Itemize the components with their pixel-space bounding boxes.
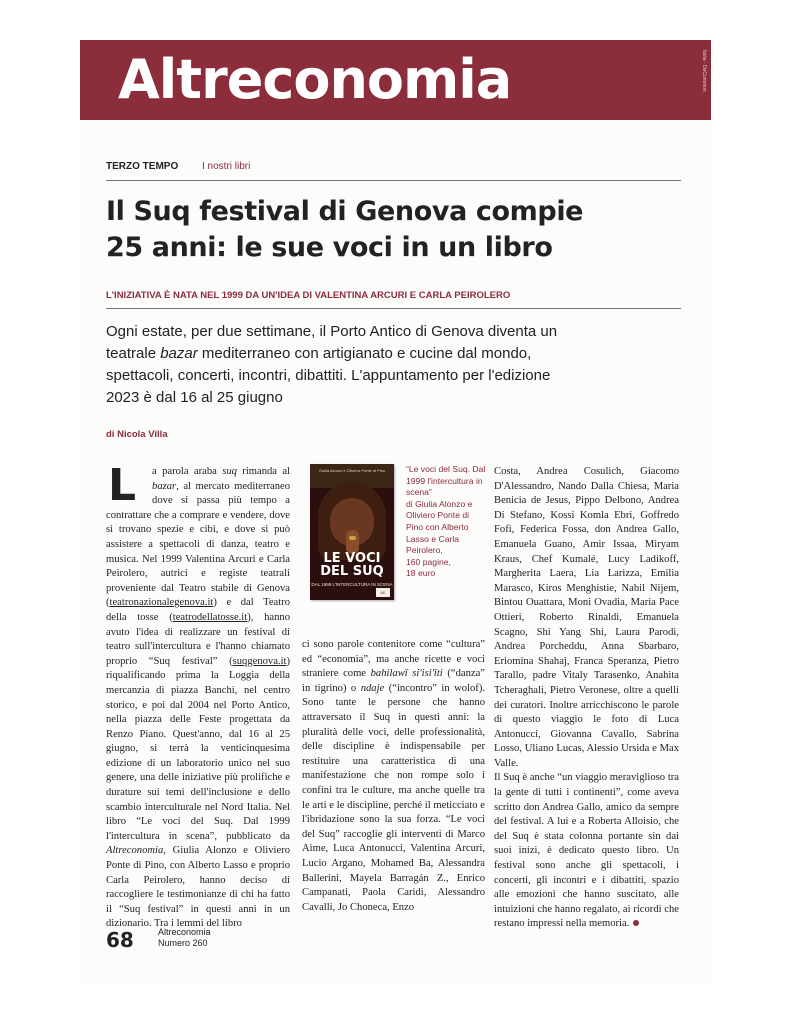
magazine-page [80,40,711,984]
section-rule [106,180,681,181]
kicker-rule [106,308,681,309]
masthead [80,40,711,120]
section-name: TERZO TEMPO [106,161,179,172]
book-cover-authors: Giulia Alonzo e Oliviero Ponte di Pino [318,468,386,473]
book-cover-image [310,464,394,600]
body-emphasis: ndaje [360,682,385,694]
body-column-1 [106,460,290,932]
body-text: Il Suq è anche “un viaggio meraviglioso tra la gente di tutti i continenti”, come aveva scritto don Andrea Gallo, amico da sempre del festival. A lui e a Roberta Alloisio, che del Suq è stata colonna portante sin dai suoi inizi, è dedicato questo libro. Un festival sono anche gli spettacoli, i concerti, gli incontri e i dibattiti, spazio alle emozioni che hanno suscitato, alle intuizioni che hanno regalato, ai ricordi che restano impressi nella memoria. [494,772,679,930]
page-number: 68 [106,928,134,952]
body-text: ) e dal Teatro della tosse ( [106,597,290,623]
section-subtitle: I nostri libri [202,161,251,172]
body-emphasis: bahilawī si'isi'īti [370,668,443,680]
footer-issue: Numero 260 [158,938,208,948]
body-text: (“incontro” in wolof). Sono tante le persone che hanno attraversato il Suq in questi anni: la pluralità delle voci, delle professionalità, delle discipline è indispensabile per restituire una caratteristica di una manifestazione che non rompe solo i confini tra le culture, ma anche quelle tra le arti e le discipline, perché il meticciato e l'ibridazione sono la sua forza. “Le voci del Suq” raccoglie gli interventi di Marco Aime, Luca Antonucci, Valentina Arcuri, Lucio Argano, Mohamed Ba, Alessandra Ballerini, Mayela Barragán Z., Enrico Campanati, Paola Caridi, Alessandro Cavalli, Jo Choneca, Enzo [302,682,485,913]
end-of-article-icon [633,920,639,926]
body-column-2 [302,638,485,915]
headline-line-1: Il Suq festival di Genova compie [106,196,584,227]
link-suqgenova[interactable]: suqgenova.it [232,655,287,667]
book-cover-ring [349,536,356,540]
standfirst-text-b: mediterraneo con artigianato e cucine dal mondo, spettacoli, concerti, incontri, dibattiti. L'appuntamento per l'edizione 2023 è dal 16 al 25 giugno [106,345,551,406]
masthead-logo: Altreconomia [118,48,512,111]
book-caption [406,464,486,580]
link-teatrodellatosse[interactable]: teatrodellatosse.it [172,611,248,623]
section-header [106,161,672,179]
book-title-line-2: DEL SUQ [320,564,384,579]
masthead-side-note: Italia · DeCommon [701,50,707,92]
article-headline [106,194,686,266]
standfirst-emphasis: bazar [160,345,198,362]
footer-publication [158,927,211,949]
headline-line-2: 25 anni: le sue voci in un libro [106,232,553,263]
book-cover-title [310,552,394,578]
publisher-logo: AE [376,588,390,597]
article-standfirst [106,321,566,409]
caption-title: “Le voci del Suq. Dal 1999 l'intercultura in scena” [406,464,486,498]
body-text: , Giulia Alonzo e Oliviero Ponte di Pino, con Alberto Lasso e proprio Carla Peirolero, hanno deciso di raccogliere le testimonianze di chi ha fatto il “Suq festival” in questi anni in un dizionario. Tra i lemmi del libro [106,845,290,930]
body-text: rimanda al [242,466,290,477]
body-paragraph: Costa, Andrea Cosulich, Giacomo D'Alessandro, Nando Dalla Chiesa, Maria Benicia de Jesus, Pippo Delbono, Andrea Di Stefano, Kossi Komla Ebri, Goffredo Fofi, Federica Fossa, don Andrea Gallo, Emanuela Guano, Amir Issaa, Miryam Kraus, Chef Kumalé, Lucy Ladikoff, Margherita Laera, Lia Larizza, Emilia Marasco, Kiros Menghistie, Nabil Nijem, Bintou Ouattara, Moni Ovadia, Maria Pace Ottieri, Roberto Rinaldi, Emanuela Scagno, Shi Yang Shi, Laura Parodi, Andrea Porcheddu, Anna Sbarbaro, Eriomina Shahaj, Franca Speranza, Pietro Tarallo, padre Vitaly Tarasenko, Anahita Tcheraghali, Pietro Veronese, oltre a quelli dei curatori. Inoltre arricchiscono le parole di questo viaggio le foto di Luca Antonucci, Giovanna Cavallo, Sabrina Losso, Uliano Lucas, Alessio Ursida e Max Valle. [494,466,679,769]
book-cover-subtitle: DAL 1999 L'INTERCULTURA IN SCENA [311,582,393,587]
link-teatronazionalegenova[interactable]: teatronazionalegenova.it [109,597,214,609]
drop-cap: L [108,460,137,511]
body-emphasis: bazar [152,480,177,492]
body-text: ) riqualificando prima la Loggia della mercanzia di piazza Banchi, nel centro storico, e poi dal 2004 nel Porto Antico, nella piazza delle Feste progettata da Renzo Piano. Quest'anno, dal 16 al 25 giugno, si terrà la venticinquesima edizione di un laboratorio unico nel suo genere, una delle iniziative più prolifiche e durature sui temi dell'inclusione e dello scambio interculturale nel Nord Italia. Nel libro “Le voci del Suq. Dal 1999 l'intercultura in scena”, pubblicato da [106,655,290,842]
body-text: (“danza” in tigrino) o [302,668,485,694]
article-byline: di Nicola Villa [106,429,168,440]
standfirst-text-a: Ogni estate, per due settimane, il Porto Antico di Genova diventa un teatrale [106,323,558,362]
book-title-line-1: LE VOCI [323,551,381,566]
body-emphasis: Altreconomia [106,845,164,857]
caption-pages: 160 pagine, [406,556,451,567]
body-column-3 [494,465,679,932]
body-paragraph-final [494,771,679,932]
caption-authors: di Giulia Alonzo e Oliviero Ponte di Pino con Alberto Lasso e Carla Peirolero, [406,498,473,556]
body-emphasis: suq [222,466,237,477]
body-text: ci sono parole contenitore come “cultura” ed “economia”, ma anche ricette e voci straniere come [302,639,485,680]
article-kicker: L'INIZIATIVA È NATA NEL 1999 DA UN'IDEA DI VALENTINA ARCURI E CARLA PEIROLERO [106,290,511,301]
body-text: , al mercato mediterraneo dove si passa più tempo a contrattare che a comprare e vendere, dove si trovano spezie e cibi, e dove si può assistere a spettacoli di danza, teatro e musica. Nel 1999 Valentina Arcuri e Carla Peirolero, autrici e registe teatrali proveniente dal Teatro stabile di Genova ( [106,480,290,609]
body-text: ), hanno avuto l'idea di realizzare un festival di teatro sull'intercultura e l'hanno chiamato proprio “Suq festival” ( [106,611,290,667]
footer-magazine-name: Altreconomia [158,927,211,937]
caption-price: 18 euro [406,568,436,579]
body-text: a parola araba [152,466,217,477]
